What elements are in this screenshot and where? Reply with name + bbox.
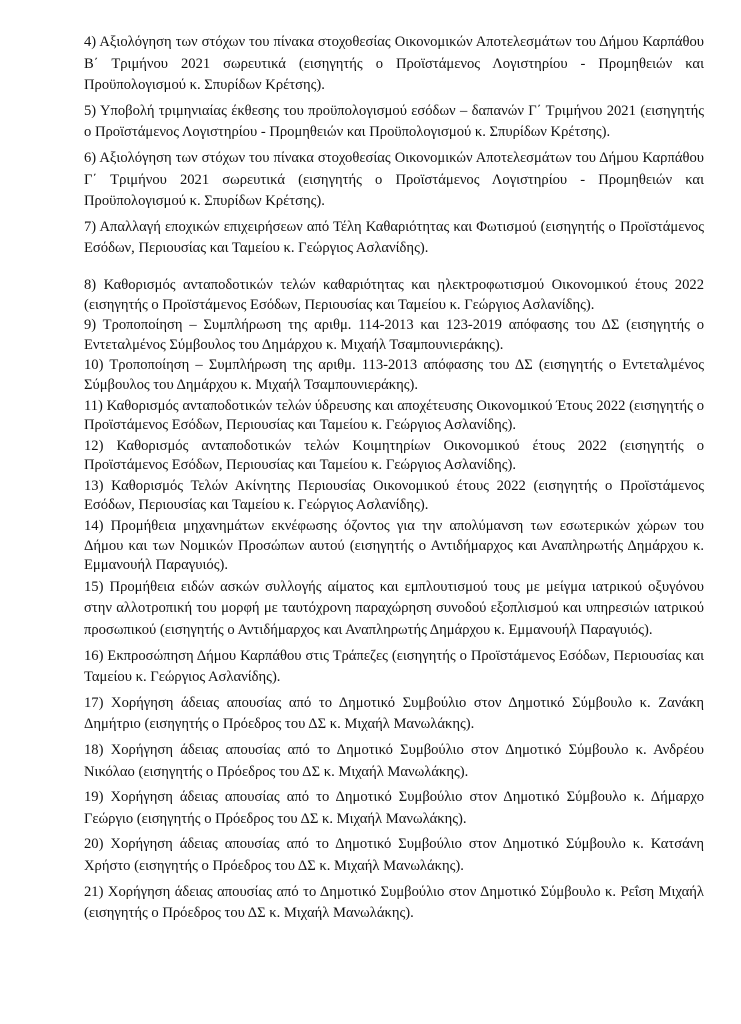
- agenda-item-16: 16) Εκπροσώπηση Δήμου Καρπάθου στις Τράπεζες (εισηγητής ο Προϊστάμενος Εσόδων, Περιουσίας και Ταμείου κ. Γεώργιος Ασλανίδης).: [84, 647, 704, 686]
- agenda-item-11: 11) Καθορισμός ανταποδοτικών τελών ύδρευσης και αποχέτευσης Οικονομικού Έτους 2022 (εισηγητής ο Προϊστάμενος Εσόδων, Περιουσίας και Ταμείου κ. Γεώργιος Ασλανίδης).: [84, 397, 704, 434]
- agenda-item-8: 8) Καθορισμός ανταποδοτικών τελών καθαριότητας και ηλεκτροφωτισμού Οικονομικού έτους 2022 (εισηγητής ο Προϊστάμενος Εσόδων, Περιουσίας και Ταμείου κ. Γεώργιος Ασλανίδης).: [84, 276, 704, 313]
- agenda-item-4: 4) Αξιολόγηση των στόχων του πίνακα στοχοθεσίας Οικονομικών Αποτελεσμάτων του Δήμου Καρπάθου Β΄ Τριμήνου 2021 σωρευτικά (εισηγητής ο Προϊστάμενος Λογιστηρίου - Προμηθειών και Προϋπολογισμού κ. Σπυρίδων Κρέτσης).: [84, 34, 704, 94]
- agenda-item-9: 9) Τροποποίηση – Συμπλήρωση της αριθμ. 114-2013 και 123-2019 απόφασης του ΔΣ (εισηγητής ο Εντεταλμένος Σύμβουλος του Δημάρχου κ. Μιχαήλ Τσαμπουνιεράκης).: [84, 317, 704, 353]
- agenda-item-19: 19) Χορήγηση άδειας απουσίας από το Δημοτικό Συμβούλιο στον Δημοτικό Σύμβουλο κ. Δήμαρχο Γεώργιο (εισηγητής ο Πρόεδρος του ΔΣ κ. Μιχαήλ Μανωλάκης).: [84, 789, 704, 827]
- agenda-item-17: 17) Χορήγηση άδειας απουσίας από το Δημοτικό Συμβούλιο στον Δημοτικό Σύμβουλο κ. Ζανάκη Δημήτριο (εισηγητής ο Πρόεδρος του ΔΣ κ. Μιχαήλ Μανωλάκης).: [84, 694, 704, 733]
- agenda-item-5: 5) Υποβολή τριμηνιαίας έκθεσης του προϋπολογισμού εσόδων – δαπανών Γ΄ Τριμήνου 2021 (εισηγητής ο Προϊστάμενος Λογιστηρίου - Προμηθειών και Προϋπολογισμού κ. Σπυρίδων Κρέτσης).: [84, 102, 704, 141]
- agenda-item-13: 13) Καθορισμός Τελών Ακίνητης Περιουσίας Οικονομικού έτους 2022 (εισηγητής ο Προϊστάμενος Εσόδων, Περιουσίας και Ταμείου κ. Γεώργιος Ασλανίδης).: [84, 477, 704, 514]
- agenda-item-7: 7) Απαλλαγή εποχικών επιχειρήσεων από Τέλη Καθαριότητας και Φωτισμού (εισηγητής ο Προϊστάμενος Εσόδων, Περιουσίας και Ταμείου κ. Γεώργιος Ασλανίδης).: [84, 218, 704, 257]
- agenda-item-15: 15) Προμήθεια ειδών ασκών συλλογής αίματος και εμπλουτισμού τους με μείγμα ιατρικού οξυγόνου στην αλλοτροπική του μορφή με ταυτόχρονη παραχώρηση συνοδού εξοπλισμού και υπηρεσιών ιατρικού προσωπικού (εισηγητής ο Αντιδήμαρχος και Αναπληρωτής Δημάρχου κ. Εμμανουήλ Παραγυιός).: [84, 578, 704, 639]
- agenda-item-20: 20) Χορήγηση άδειας απουσίας από το Δημοτικό Συμβούλιο στον Δημοτικό Σύμβουλο κ. Κατσάνη Χρήστο (εισηγητής ο Πρόεδρος του ΔΣ κ. Μιχαήλ Μανωλάκης).: [84, 836, 704, 874]
- agenda-list: [84, 32, 704, 929]
- agenda-item-10: 10) Τροποποίηση – Συμπλήρωση της αριθμ. 113-2013 απόφασης του ΔΣ (εισηγητής ο Εντεταλμένος Σύμβουλος του Δημάρχου κ. Μιχαήλ Τσαμπουνιεράκης).: [84, 357, 704, 393]
- agenda-item-12: 12) Καθορισμός ανταποδοτικών τελών Κοιμητηρίων Οικονομικού έτους 2022 (εισηγητής ο Προϊστάμενος Εσόδων, Περιουσίας και Ταμείου κ. Γεώργιος Ασλανίδης).: [84, 437, 704, 474]
- agenda-item-18: 18) Χορήγηση άδειας απουσίας από το Δημοτικό Συμβούλιο στον Δημοτικό Σύμβουλο κ. Ανδρέου Νικόλαο (εισηγητής ο Πρόεδρος του ΔΣ κ. Μιχαήλ Μανωλάκης).: [84, 742, 704, 780]
- agenda-item-21: 21) Χορήγηση άδειας απουσίας από το Δημοτικό Συμβούλιο στον Δημοτικό Σύμβουλο κ. Ρεΐση Μιχαήλ (εισηγητής ο Πρόεδρος του ΔΣ κ. Μιχαήλ Μανωλάκης).: [84, 883, 704, 922]
- agenda-item-6: 6) Αξιολόγηση των στόχων του πίνακα στοχοθεσίας Οικονομικών Αποτελεσμάτων του Δήμου Καρπάθου Γ΄ Τριμήνου 2021 σωρευτικά (εισηγητής ο Προϊστάμενος Λογιστηρίου - Προμηθειών και Προϋπολογισμού κ. Σπυρίδων Κρέτσης).: [84, 149, 704, 210]
- agenda-item-14: 14) Προμήθεια μηχανημάτων εκνέφωσης όζοντος για την απολύμανση των εσωτερικών χώρων του Δήμου και των Νομικών Προσώπων αυτού (εισηγητής ο Αντιδήμαρχος και Αναπληρωτής Δημάρχου κ. Εμμανουήλ Παραγυιός).: [84, 518, 704, 574]
